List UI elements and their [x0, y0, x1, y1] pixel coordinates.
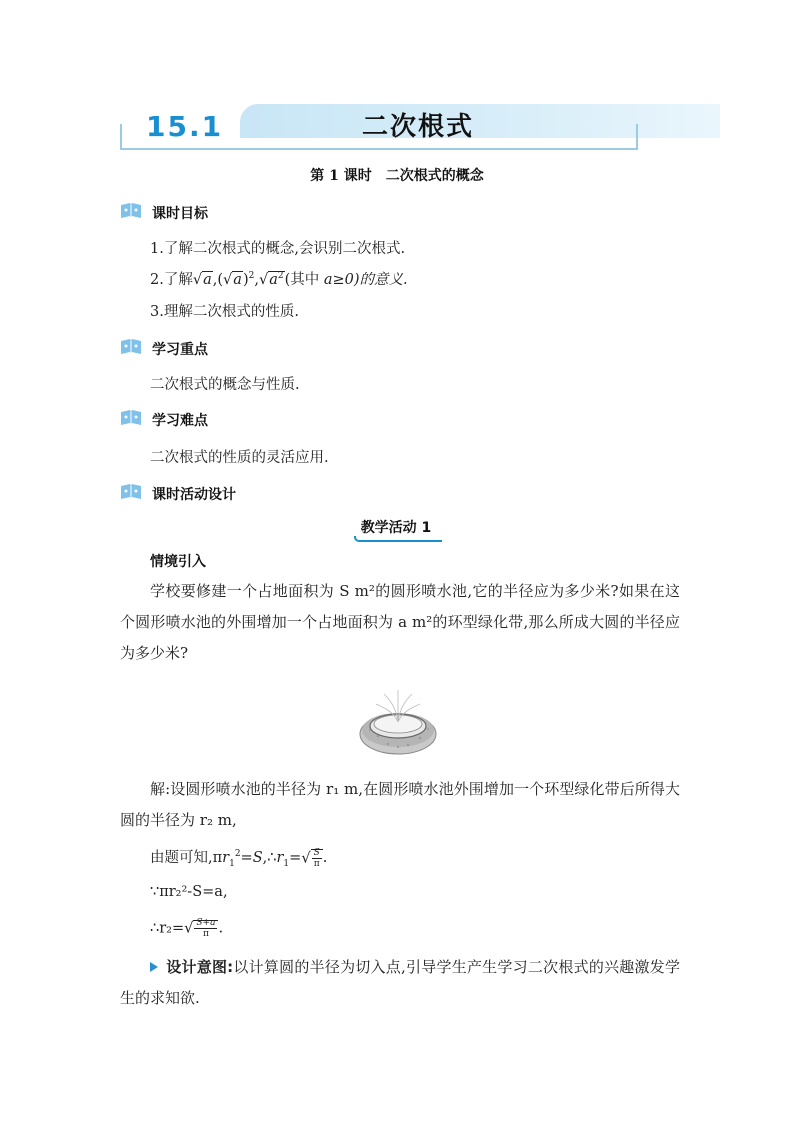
book-icon — [120, 483, 142, 501]
situation-paragraph: 学校要修建一个占地面积为 S m²的圆形喷水池,它的半径应为多少米?如果在这个圆形喷水池的外围增加一个占地面积为 a m²的环型绿化带,那么所成大圆的半径应为多少米? — [120, 582, 680, 662]
key-points-text: 二次根式的概念与性质. — [150, 377, 300, 393]
book-icon — [120, 202, 142, 220]
solution-line-1-prefix: 由题可知, — [150, 850, 213, 866]
design-intent-text: 以计算圆的半径为切入点,引导学生产生学习二次根式的兴趣激发学生的求知欲. — [120, 958, 681, 1007]
situation-heading: 情境引入 — [150, 554, 206, 570]
solution-line-3: ∴r₂=√ $\frac{S+a}{\pi}$ . — [150, 918, 224, 939]
sqrt-a2: $√a^2$ — [258, 271, 284, 288]
goals-heading: 课时目标 — [152, 206, 208, 222]
activity-label: 教学活动 1 — [360, 520, 432, 536]
lesson-title: 第 1 课时 二次根式的概念 — [310, 168, 484, 184]
design-intent — [120, 952, 680, 1014]
goal-item-1: 1.了解二次根式的概念,会识别二次根式. — [150, 241, 406, 257]
arrow-icon — [150, 962, 158, 972]
sqrt-a: √a — [192, 272, 212, 288]
design-heading: 课时活动设计 — [152, 487, 236, 503]
difficulties-heading: 学习难点 — [152, 413, 208, 429]
solution-line-3-prefix: ∴r₂= — [150, 920, 185, 937]
book-icon — [120, 338, 142, 356]
sqrt-a-squared: √a — [223, 272, 242, 288]
fountain-image — [358, 676, 438, 758]
activity-underline — [354, 536, 442, 542]
solution-line-2: ∵πr₂²-S=a, — [150, 884, 228, 900]
goal-item-2-cond: a≥0)的意义. — [323, 272, 408, 288]
book-icon — [120, 409, 142, 427]
key-points-heading: 学习重点 — [152, 342, 208, 358]
section-header — [118, 104, 638, 152]
solution-line-1: 由题可知$,\pi r_1^2=S,\therefore r_1=√$ $\frac{S}{\pi}$ . — [150, 847, 328, 869]
difficulties-text: 二次根式的性质的灵活应用. — [150, 450, 329, 466]
design-intent-label: 设计意图: — [166, 958, 234, 976]
solution-paragraph: 解:设圆形喷水池的半径为 r₁ m,在圆形喷水池外围增加一个环型绿化带后所得大圆的半径为 r₂ m, — [120, 780, 680, 829]
section-title: 二次根式 — [362, 112, 475, 142]
goal-item-2-prefix: 2.了解 — [150, 272, 193, 288]
goal-item-2: 2.了解$√a,(√a)^2,√a^2$(其中 a≥0)的意义. — [150, 271, 408, 288]
goal-item-3: 3.理解二次根式的性质. — [150, 304, 299, 320]
goal-item-2-tail: (其中 — [284, 272, 324, 288]
section-number: 15.1 — [146, 110, 224, 143]
